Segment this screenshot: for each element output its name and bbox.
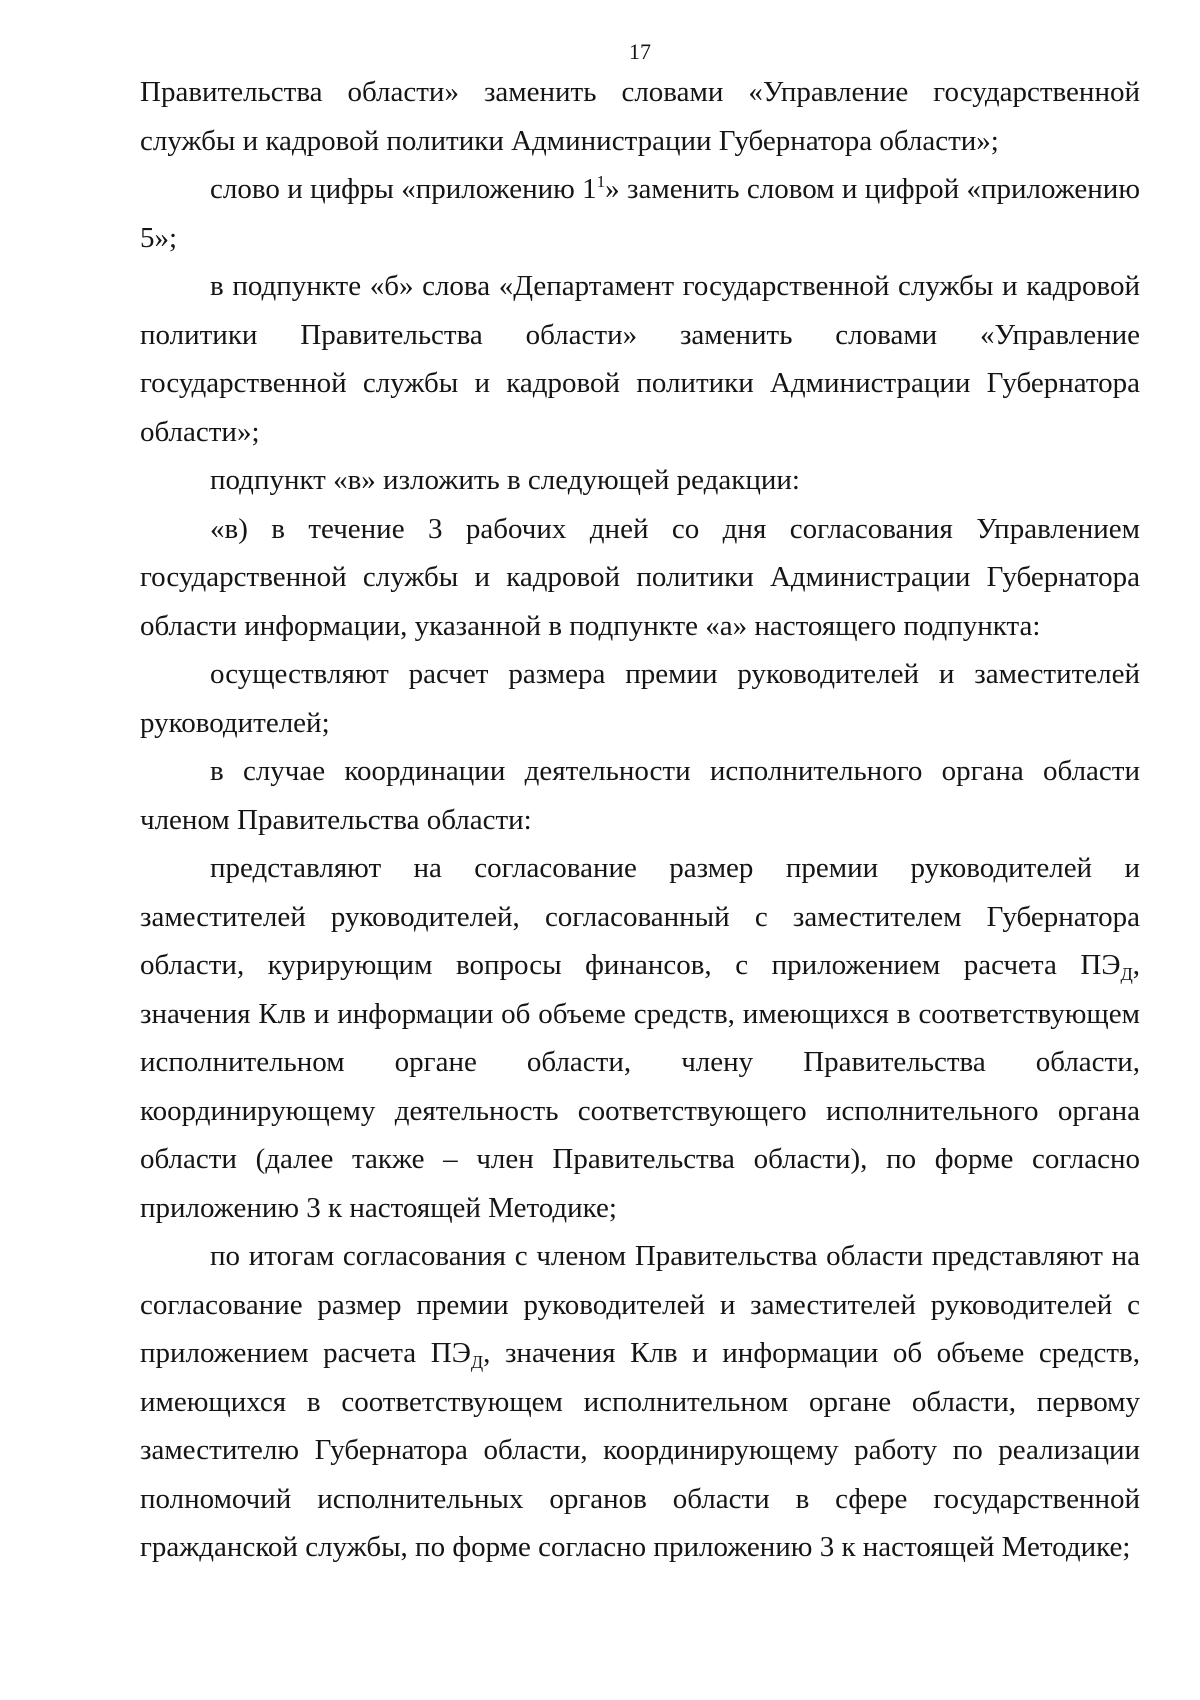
paragraph-2-part-b: » заменить словом и цифрой «приложению 5»;	[140, 173, 1140, 254]
subscript-d: Д	[470, 1352, 484, 1372]
paragraph-6: осуществляют расчет размера премии руководителей и заместителей руководителей;	[140, 658, 1140, 739]
paragraph-7: в случае координации деятельности исполнительного органа области членом Правительства области:	[140, 755, 1140, 836]
paragraph-8-part-a: представляют на согласование размер премии руководителей и заместителей руководителей, согласованный с заместителем Губернатора области, курирующим вопросы финансов, с приложением расчета ПЭ	[140, 852, 1140, 981]
document-page	[140, 40, 1140, 1660]
paragraph-9-part-b: , значения Клв и информации об объеме средств, имеющихся в соответствующем исполнительном органе области, первому заместителю Губернатора области, координирующему работу по реализации полномочий исполнительных органов области в сфере государственной гражданской службы, по форме согласно приложению 3 к настоящей Методике;	[140, 1337, 1140, 1563]
paragraph-4: подпункт «в» изложить в следующей редакции:	[210, 464, 800, 496]
superscript-1: 1	[596, 172, 606, 191]
document-body	[140, 68, 1140, 1572]
paragraph-2-part-a: слово и цифры «приложению 1	[210, 173, 597, 205]
paragraph-8	[140, 844, 1140, 1232]
paragraph-9	[140, 1232, 1140, 1572]
paragraph-2	[140, 165, 1140, 262]
paragraph-3: в подпункте «б» слова «Департамент государственной службы и кадровой политики Правительства области» заменить словами «Управление государственной службы и кадровой политики Администрации Губернатора области»;	[140, 270, 1140, 448]
paragraph-8-part-b: , значения Клв и информации об объеме средств, имеющихся в соответствующем исполнительном органе области, члену Правительства области, координирующему деятельность соответствующего исполнительного органа области (далее также – член Правительства области), по форме согласно приложению 3 к настоящей Методике;	[140, 949, 1140, 1224]
paragraph-1: Правительства области» заменить словами «Управление государственной службы и кадровой политики Администрации Губернатора области»;	[140, 76, 1140, 157]
paragraph-9-part-a: по итогам согласования с членом Правительства области представляют на согласование размер премии руководителей и заместителей руководителей с приложением расчета ПЭ	[140, 1240, 1140, 1369]
page-number: 17	[629, 39, 651, 64]
subscript-d: Д	[1120, 964, 1133, 984]
paragraph-5: «в) в течение 3 рабочих дней со дня согласования Управлением государственной службы и кадровой политики Администрации Губернатора области информации, указанной в подпункте «а» настоящего подпункта:	[140, 512, 1140, 642]
